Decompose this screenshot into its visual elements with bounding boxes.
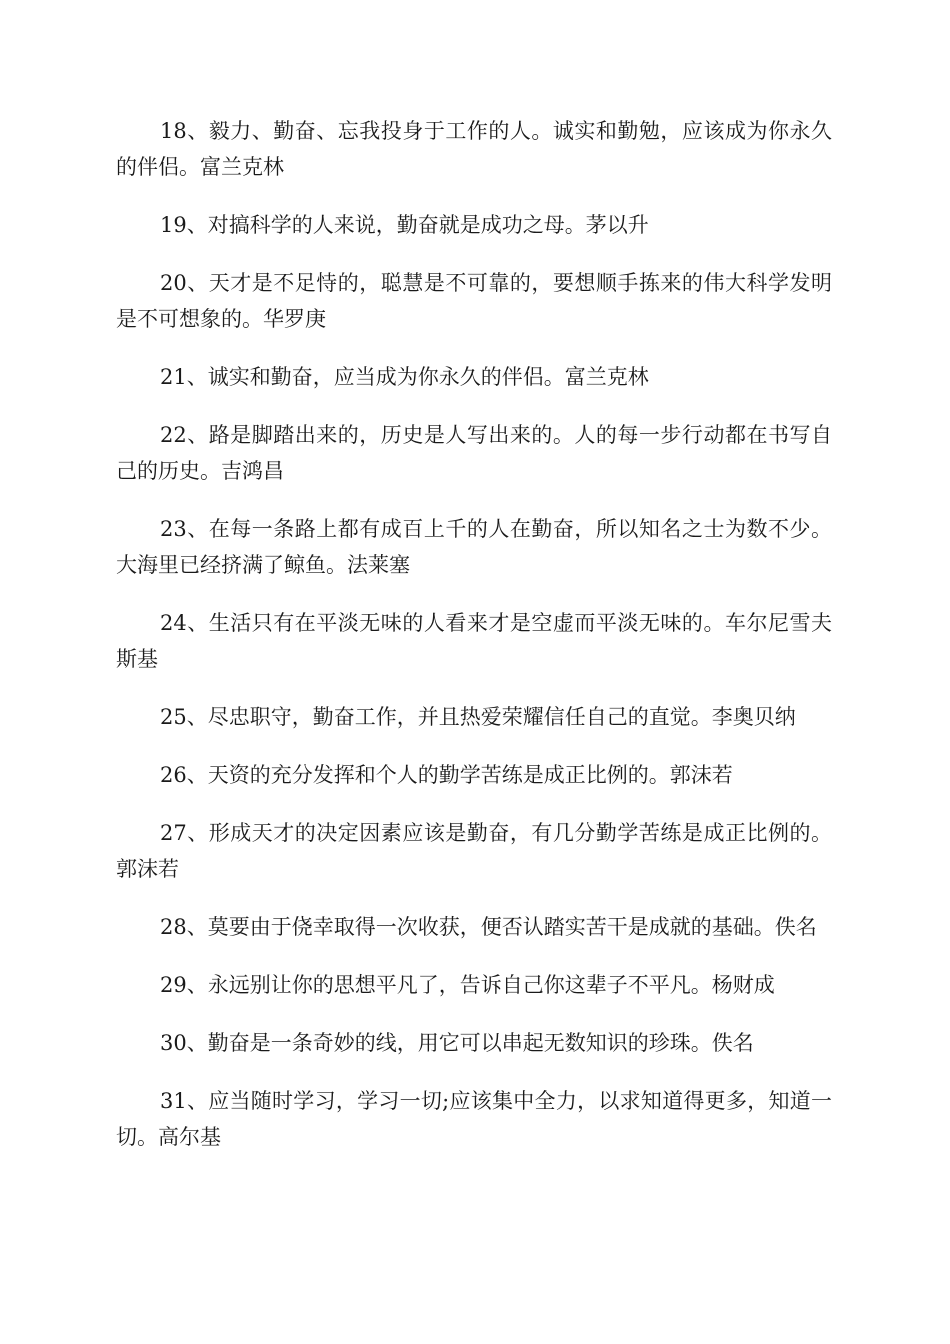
- quote-paragraph-25: 25、尽忠职守，勤奋工作，并且热爱荣耀信任自己的直觉。李奥贝纳: [160, 705, 796, 729]
- quote-paragraph-26: 26、天资的充分发挥和个人的勤学苦练是成正比例的。郭沫若: [160, 763, 733, 787]
- quote-paragraph-20: 20、天才是不足恃的，聪慧是不可靠的，要想顺手拣来的伟大科学发明是不可想象的。华罗庚: [116, 271, 832, 331]
- quote-paragraph-29: 29、永远别让你的思想平凡了，告诉自己你这辈子不平凡。杨财成: [160, 973, 775, 997]
- quote-paragraph-21: 21、诚实和勤奋，应当成为你永久的伴侣。富兰克林: [160, 365, 649, 389]
- quote-list: [116, 113, 832, 1177]
- quote-paragraph-22: 22、路是脚踏出来的，历史是人写出来的。人的每一步行动都在书写自己的历史。吉鸿昌: [116, 423, 832, 483]
- quote-paragraph-30: 30、勤奋是一条奇妙的线，用它可以串起无数知识的珍珠。佚名: [160, 1031, 754, 1055]
- quote-paragraph-31: 31、应当随时学习，学习一切;应该集中全力，以求知道得更多，知道一切。高尔基: [116, 1089, 832, 1149]
- quote-paragraph-18: 18、毅力、勤奋、忘我投身于工作的人。诚实和勤勉，应该成为你永久的伴侣。富兰克林: [116, 119, 832, 179]
- quote-paragraph-19: 19、对搞科学的人来说，勤奋就是成功之母。茅以升: [160, 213, 649, 237]
- quote-paragraph-27: 27、形成天才的决定因素应该是勤奋，有几分勤学苦练是成正比例的。郭沫若: [116, 821, 832, 881]
- quote-paragraph-24: 24、生活只有在平淡无味的人看来才是空虚而平淡无味的。车尔尼雪夫斯基: [116, 611, 832, 671]
- quote-paragraph-23: 23、在每一条路上都有成百上千的人在勤奋，所以知名之士为数不少。大海里已经挤满了鲸鱼。法莱塞: [116, 517, 832, 577]
- quote-paragraph-28: 28、莫要由于侥幸取得一次收获，便否认踏实苦干是成就的基础。佚名: [160, 915, 817, 939]
